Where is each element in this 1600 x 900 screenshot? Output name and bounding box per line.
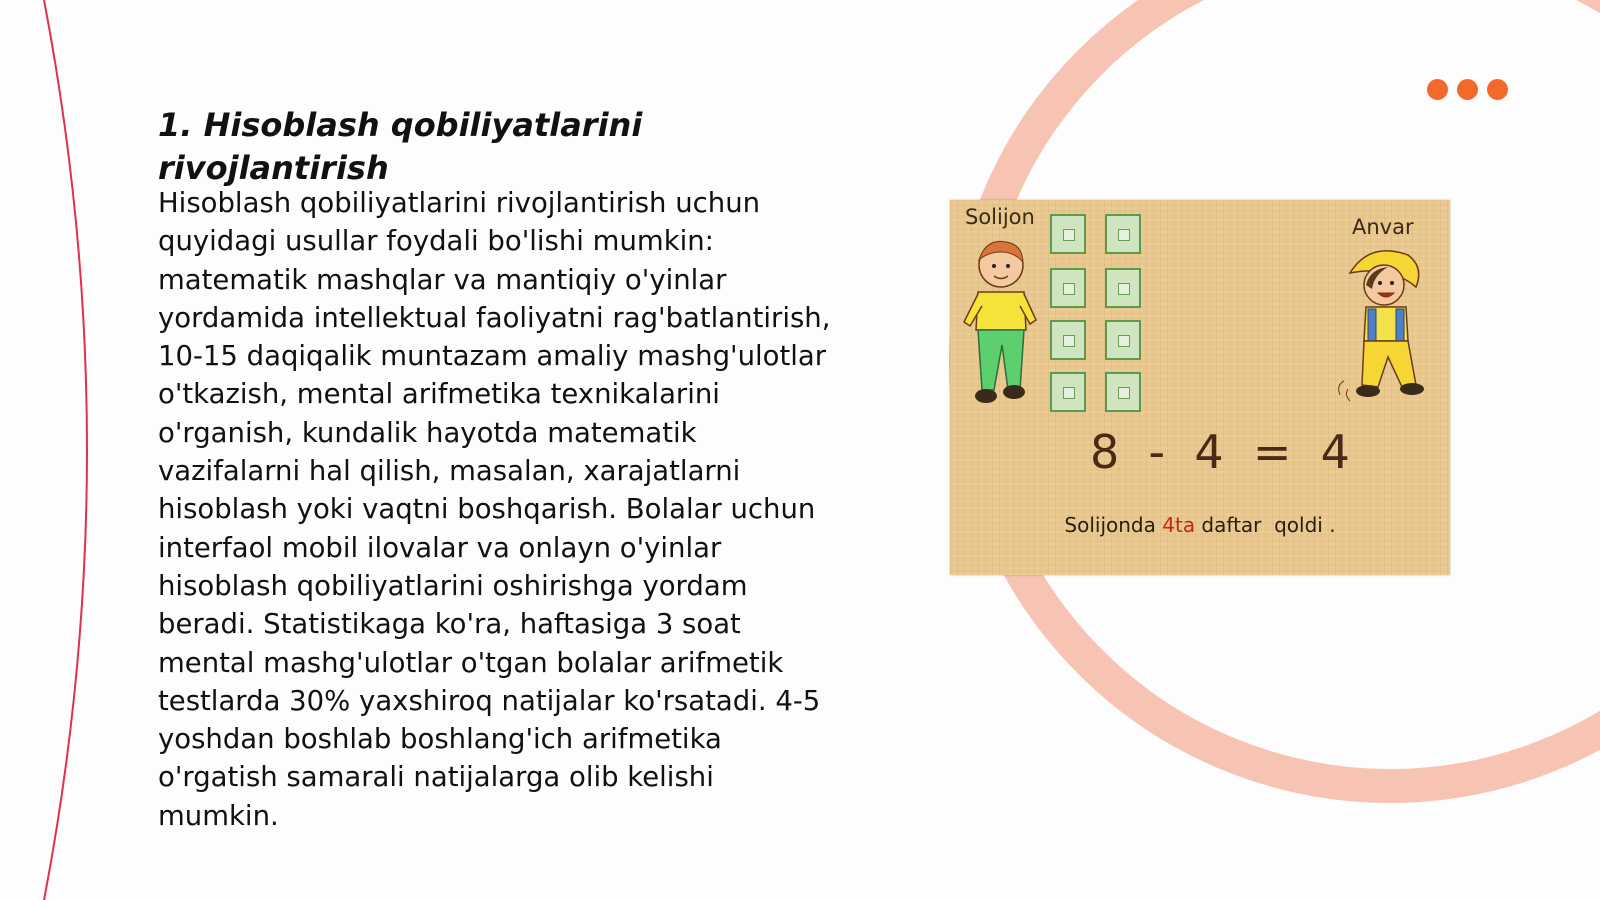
subtraction-equation: 8 - 4 = 4 (1090, 425, 1350, 479)
notebook-icon (1105, 214, 1141, 254)
sentence-start: Solijonda (1064, 513, 1163, 537)
notebook-icon (1050, 320, 1086, 360)
boy-solijon-illustration (956, 230, 1046, 415)
notebook-grid (1050, 214, 1150, 414)
left-curve-line (44, 0, 87, 900)
notebook-icon (1050, 214, 1086, 254)
notebook-icon (1105, 372, 1141, 412)
slide-title: 1. Hisoblash qobiliyatlarini rivojlantirish (158, 106, 643, 187)
notebook-icon (1050, 268, 1086, 308)
dot-3 (1487, 79, 1508, 100)
dot-1 (1427, 79, 1448, 100)
sentence-highlight: 4ta (1162, 513, 1196, 537)
sentence-end: daftar qoldi . (1195, 513, 1336, 537)
dot-2 (1457, 79, 1478, 100)
notebook-icon (1050, 372, 1086, 412)
math-illustration (950, 200, 1450, 575)
result-sentence (970, 513, 1430, 537)
decorative-dots (1427, 79, 1508, 100)
left-boy-name: Solijon (965, 205, 1035, 229)
boy-anvar-illustration (1330, 245, 1440, 415)
slide-body-text: Hisoblash qobiliyatlarini rivojlantirish uchun quyidagi usullar foydali bo'lishi mumkin: matematik mashqlar va mantiqiy o'yinlar yordamida intellektual faoliyatni rag'batlantirish, 10-15 daqiqalik muntazam amaliy mashg'ulotlar o'tkazish, mental arifmetika texnikalarini o'rganish, kundalik hayotda matematik vazifalarni hal qilish, masalan, xarajatlarni hisoblash yoki vaqtni boshqarish. Bolalar uchun interfaol mobil ilovalar va onlayn o'yinlar hisoblash qobiliyatlarini oshirishga yordam beradi. Statistikaga ko'ra, haftasiga 3 soat mental mashg'ulotlar o'tgan bolalar arifmetik testlarda 30% yaxshiroq natijalar ko'rsatadi. 4-5 yoshdan boshlab boshlang'ich arifmetika o'rgatish samarali natijalarga olib kelishi mumkin. (158, 187, 831, 832)
right-boy-name: Anvar (1352, 215, 1414, 239)
notebook-icon (1105, 320, 1141, 360)
notebook-icon (1105, 268, 1141, 308)
